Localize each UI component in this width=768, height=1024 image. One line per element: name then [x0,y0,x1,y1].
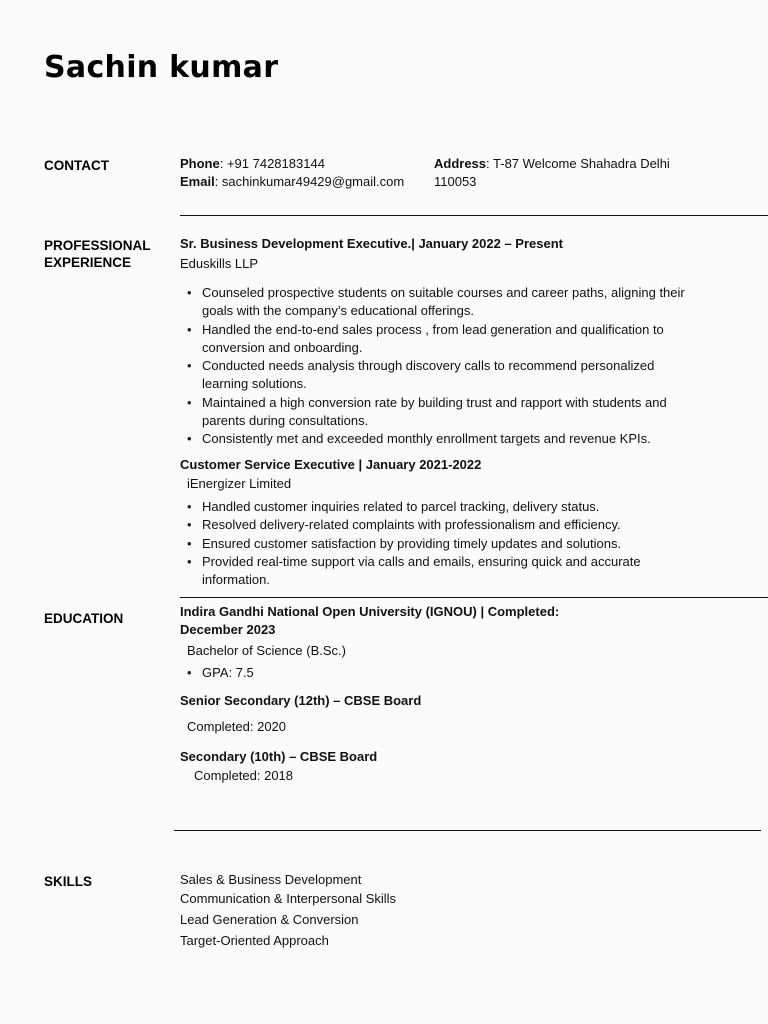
phone-line [180,155,325,173]
list-item: • Provided real-time support via calls and emails, ensuring quick and accurate information. [180,553,670,590]
resume-name: Sachin kumar [44,50,279,85]
education-title: Secondary (10th) – CBSE Board [180,749,378,764]
list-item: • Resolved delivery-related complaints with professionalism and efficiency. [180,516,670,534]
divider [174,830,761,831]
education-bullets [180,664,480,682]
job-title: Customer Service Executive | January 2021-2022 [180,457,482,472]
list-item: • Maintained a high conversion rate by building trust and rapport with students and parents during consultations. [180,394,695,431]
list-item: • Ensured customer satisfaction by providing timely updates and solutions. [180,535,670,553]
email-value: : sachinkumar49429@gmail.com [214,174,405,189]
email-label: Email [180,174,215,189]
email-line [180,173,404,191]
education-heading: EDUCATION [44,611,124,626]
list-item: • Consistently met and exceeded monthly enrollment targets and revenue KPIs. [180,430,695,448]
address-line [434,155,670,173]
address-label: Address [434,156,487,171]
contact-heading: CONTACT [44,158,109,173]
skill-item: Lead Generation & Conversion [180,912,359,927]
education-title: Senior Secondary (12th) – CBSE Board [180,693,422,708]
skill-item: Target-Oriented Approach [180,933,329,948]
education-completed: Completed: 2018 [194,768,294,783]
job-bullets [180,498,670,589]
job-company: Eduskills LLP [180,256,259,271]
phone-value: : +91 7428183144 [219,156,325,171]
education-degree: Bachelor of Science (B.Sc.) [187,643,346,658]
divider [180,597,768,598]
address-line-2: 110053 [434,174,477,189]
address-value: : T-87 Welcome Shahadra Delhi [486,156,670,171]
education-completed: Completed: 2020 [187,719,287,734]
list-item: • Handled customer inquiries related to parcel tracking, delivery status. [180,498,670,516]
list-item: • Conducted needs analysis through discovery calls to recommend personalized learning solutions. [180,357,695,394]
job-title: Sr. Business Development Executive.| January 2022 – Present [180,236,563,251]
phone-label: Phone [180,156,220,171]
list-item: • GPA: 7.5 [180,664,480,682]
experience-heading: PROFESSIONAL EXPERIENCE [44,238,151,270]
skill-item: Communication & Interpersonal Skills [180,891,397,906]
list-item: • Counseled prospective students on suitable courses and career paths, aligning their goals with the company’s educational offerings. [180,284,695,321]
education-title-line-2: December 2023 [180,622,276,637]
list-item: • Handled the end-to-end sales process , from lead generation and qualification to conversion and onboarding. [180,321,695,358]
skills-heading: SKILLS [44,874,93,889]
job-company: iEnergizer Limited [187,476,292,491]
divider [180,215,768,216]
skill-item: Sales & Business Development [180,872,362,887]
job-bullets [180,284,695,449]
education-title: Indira Gandhi National Open University (IGNOU) | Completed: [180,604,560,619]
